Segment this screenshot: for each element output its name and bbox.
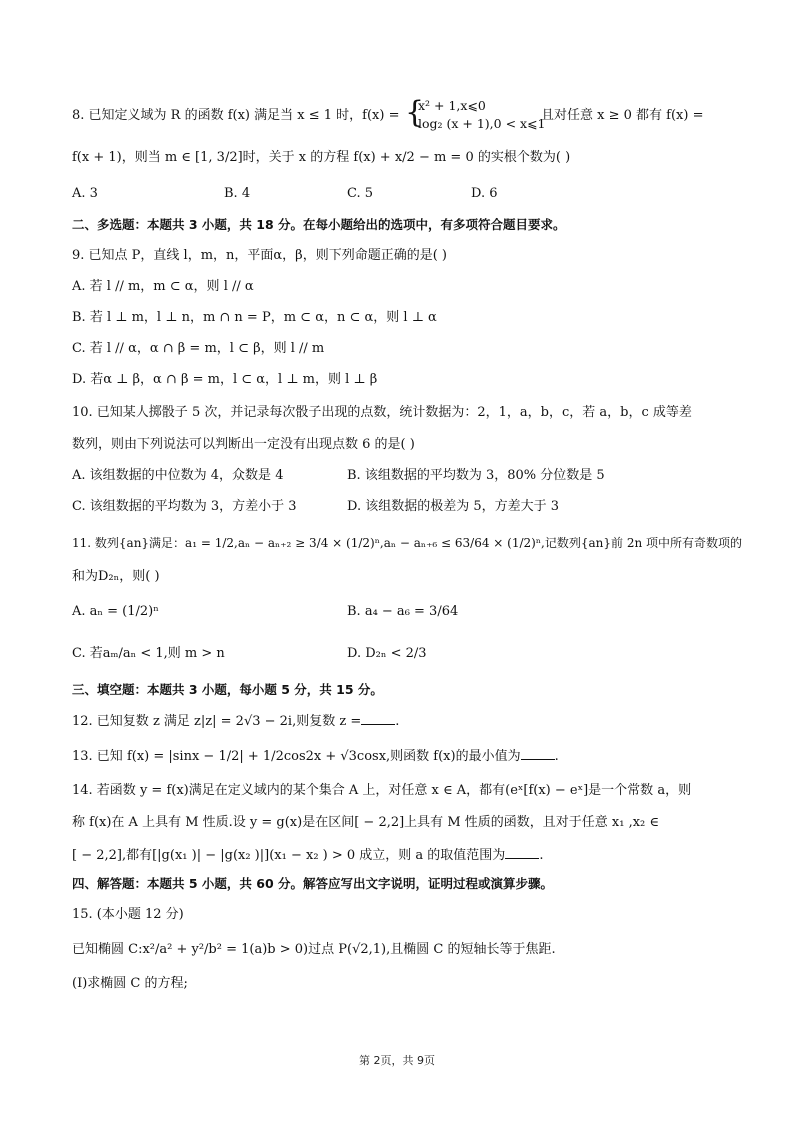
q11-option-b: B. a₄ − a₆ = 3/64 xyxy=(347,604,459,619)
q11-option-c: C. 若aₘ/aₙ < 1,则 m > n xyxy=(72,646,225,661)
q8-option-c: C. 5 xyxy=(347,186,374,201)
q8-line2: f(x + 1)，则当 m ∈ [1, 3/2]时，关于 x 的方程 f(x) + x/2 − m = 0 的实根个数为( ) xyxy=(72,150,571,165)
q11-line1: 11. 数列{an}满足：a₁ = 1/2,aₙ − aₙ₊₂ ≥ 3/4 × (1/2)ⁿ,aₙ − aₙ₊₆ ≤ 63/64 × (1/2)ⁿ,记数列{an}前 2n 项中所有奇数项的 xyxy=(72,536,743,550)
q10-option-a: A. 该组数据的中位数为 4，众数是 4 xyxy=(72,468,284,483)
q10-option-d: D. 该组数据的极差为 5，方差大于 3 xyxy=(347,499,560,514)
q9-option-d: D. 若α ⊥ β，α ∩ β = m，l ⊂ α，l ⊥ m，则 l ⊥ β xyxy=(72,372,378,387)
page-footer: 第 2页，共 9页 xyxy=(359,1054,435,1067)
q8-line1-post: 且对任意 x ≥ 0 都有 f(x) = xyxy=(541,108,704,123)
q8-option-b: B. 4 xyxy=(224,186,251,201)
section-3-heading: 三、填空题：本题共 3 小题，每小题 5 分，共 15 分。 xyxy=(72,682,383,697)
section-2-heading: 二、多选题：本题共 3 小题，共 18 分。在每小题给出的选项中，有多项符合题目要求。 xyxy=(72,217,566,232)
q14-end: . xyxy=(539,848,544,863)
q10-line1: 10. 已知某人掷骰子 5 次，并记录每次骰子出现的点数，统计数据为：2，1，a，b，c，若 a，b，c 成等差 xyxy=(72,405,692,420)
q12 xyxy=(72,712,399,730)
piecewise-brace: { xyxy=(405,95,425,130)
q14-line3-text: [ − 2,2],都有[|g(x₁ )| − |g(x₂ )|](x₁ − x₂ ) > 0 成立，则 a 的取值范围为 xyxy=(72,848,506,863)
q15-line1: 已知椭圆 C:x²/a² + y²/b² = 1(a)b > 0)过点 P(√2,1),且椭圆 C 的短轴长等于焦距. xyxy=(72,942,556,957)
q9-stem: 9. 已知点 P，直线 l，m，n，平面α，β，则下列命题正确的是( ) xyxy=(72,248,447,263)
q13 xyxy=(72,747,559,765)
q13-end: . xyxy=(554,749,559,764)
q12-end: . xyxy=(395,714,400,729)
q9-option-a: A. 若 l // m，m ⊂ α，则 l // α xyxy=(72,279,254,294)
q14-line3 xyxy=(72,846,543,864)
q8-option-d: D. 6 xyxy=(471,186,498,201)
q11-option-a: A. aₙ = (1/2)ⁿ xyxy=(72,604,159,619)
q8-option-a: A. 3 xyxy=(72,186,98,201)
q11-line2: 和为D₂ₙ，则( ) xyxy=(72,569,160,584)
q14-answer-blank[interactable] xyxy=(505,846,539,859)
q9-option-c: C. 若 l // α，α ∩ β = m，l ⊂ β，则 l // m xyxy=(72,341,325,356)
q13-answer-blank[interactable] xyxy=(521,747,555,760)
q15-part1: (I)求椭圆 C 的方程; xyxy=(72,976,188,991)
q14-line1: 14. 若函数 y = f(x)满足在定义域内的某个集合 A 上，对任意 x ∈ A，都有(eˣ[f(x) − eˣ]是一个常数 a，则 xyxy=(72,783,692,798)
section-4-heading: 四、解答题：本题共 5 小题，共 60 分。解答应写出文字说明，证明过程或演算步骤。 xyxy=(72,876,554,891)
q12-answer-blank[interactable] xyxy=(361,712,395,725)
q12-text: 12. 已知复数 z 满足 z|z| = 2√3 − 2i,则复数 z = xyxy=(72,714,362,729)
q15-head: 15. (本小题 12 分) xyxy=(72,907,184,922)
q10-option-b: B. 该组数据的平均数为 3，80% 分位数是 5 xyxy=(347,468,605,483)
q10-option-c: C. 该组数据的平均数为 3，方差小于 3 xyxy=(72,499,297,514)
q8-piece1: x² + 1,x⩽0 xyxy=(418,98,486,113)
q8-line1-pre: 8. 已知定义域为 R 的函数 f(x) 满足当 x ≤ 1 时，f(x) = xyxy=(72,108,400,123)
q10-line2: 数列，则由下列说法可以判断出一定没有出现点数 6 的是( ) xyxy=(72,437,415,452)
q13-text: 13. 已知 f(x) = |sinx − 1/2| + 1/2cos2x + √3cosx,则函数 f(x)的最小值为 xyxy=(72,749,521,764)
q11-option-d: D. D₂ₙ < 2/3 xyxy=(347,646,427,661)
q8-piece2: log₂ (x + 1),0 < x⩽1 xyxy=(418,116,546,131)
q14-line2: 称 f(x)在 A 上具有 M 性质.设 y = g(x)是在区间[ − 2,2]上具有 M 性质的函数，且对于任意 x₁ ,x₂ ∈ xyxy=(72,815,659,830)
q9-option-b: B. 若 l ⊥ m，l ⊥ n，m ∩ n = P，m ⊂ α，n ⊂ α，则 l ⊥ α xyxy=(72,310,437,325)
